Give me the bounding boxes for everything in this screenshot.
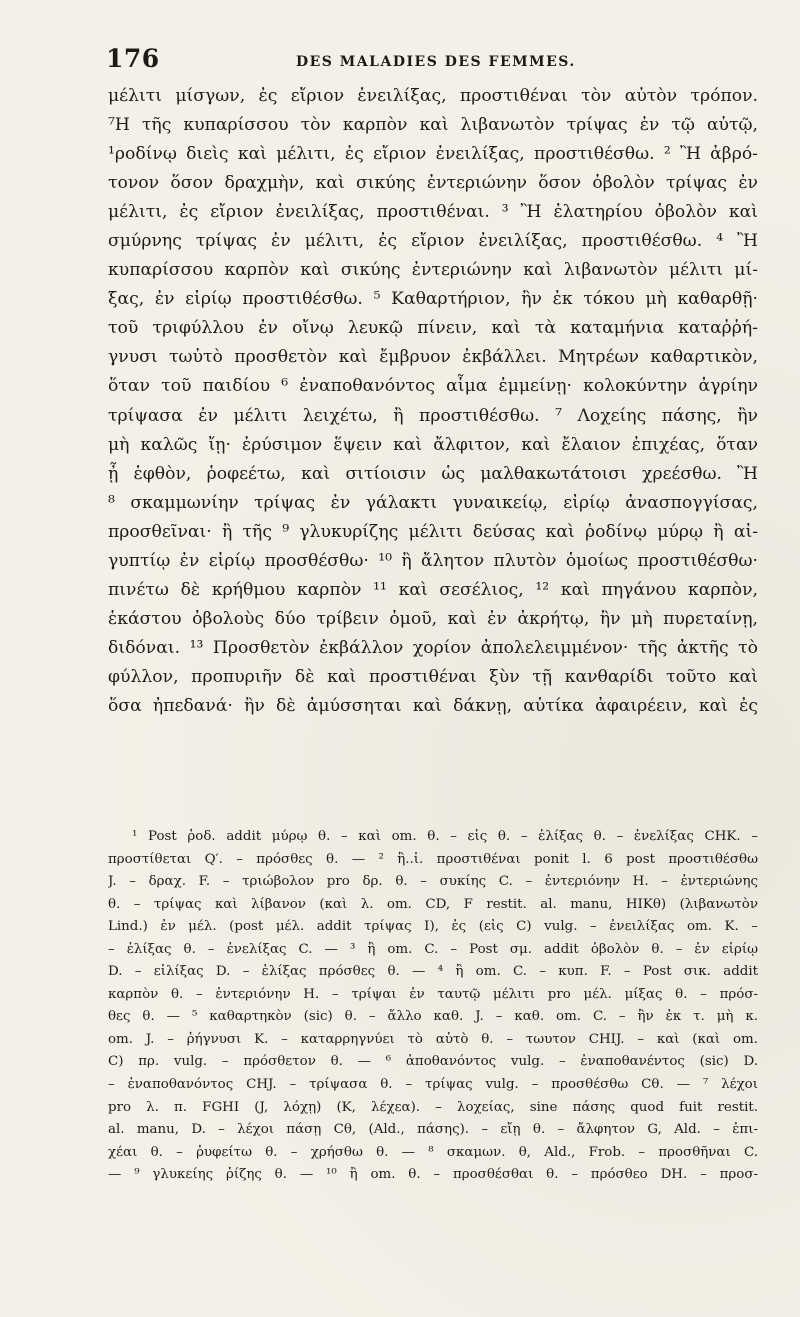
footnote-line: θες θ. — ⁵ καθαρτηκὸν (sic) θ. – ἄλλο καθ. J. – καθ. om. C. – ἢν ἐκ τ. μὴ κ. (108, 1009, 758, 1025)
text-line: προσθεῖναι· ἢ τῆς ⁹ γλυκυρίζης μέλιτι δεύσας καὶ ῥοδίνῳ μύρῳ ἢ αἰ- (108, 521, 758, 542)
footnote-line: — ⁹ γλυκείης ῥίζης θ. — ¹⁰ ἢ om. θ. – προσθέσθαι θ. – πρόσθεο DH. – προσ- (108, 1167, 758, 1183)
text-line: μέλιτι μίσγων, ἐς εἴριον ἐνειλίξας, προστιθέναι τὸν αὐτὸν τρόπον. (108, 86, 758, 106)
text-line: κυπαρίσσου καρπὸν καὶ σικύης ἐντεριώνην καὶ λιβανωτὸν μέλιτι μί- (108, 260, 758, 281)
footnote-line: θ. – τρίψας καὶ λίβανον (καὶ λ. om. CD, F restit. al. manu, HIKθ) (λιβανωτὸν (108, 896, 758, 912)
text-line: τρίψασα ἐν μέλιτι λειχέτω, ἢ προστιθέσθω. ⁷ Λοχείης πάσης, ἢν (108, 405, 758, 426)
text-line: ὅταν τοῦ παιδίου ⁶ ἐναποθανόντος αἷμα ἐμμείνῃ· κολοκύντην ἀγρίην (108, 376, 758, 397)
footnote-line: al. manu, D. – λέχοι πάσῃ Cθ, (Ald., πάσης). – εἴῃ θ. – ἄλφητον G, Ald. – ἐπι- (108, 1122, 758, 1138)
text-line: ξας, ἐν εἰρίῳ προστιθέσθω. ⁵ Καθαρτήριον, ἢν ἐκ τόκου μὴ καθαρθῇ· (108, 289, 758, 310)
footnote-line: Lind.) ἐν μέλ. (post μέλ. addit τρίψας I), ἐς (εἰς C) vulg. – ἐνειλίξας om. K. – (108, 919, 758, 935)
text-line: διδόναι. ¹³ Προσθετὸν ἐκβάλλον χορίον ἀπολελειμμένον· τῆς ἀκτῆς τὸ (108, 637, 758, 658)
text-line: μέλιτι, ἐς εἴριον ἐνειλίξας, προστιθέναι. ³ Ἢ ἐλατηρίου ὀβολὸν καὶ (108, 202, 758, 223)
footnote-line: C) πρ. vulg. – πρόσθετον θ. — ⁶ ἀποθανόντος vulg. – ἐναποθανέντος (sic) D. (108, 1054, 758, 1070)
text-line: σμύρνης τρίψας ἐν μέλιτι, ἐς εἴριον ἐνειλίξας, προστιθέσθω. ⁴ Ἢ (108, 231, 758, 252)
text-line: γνυσι τωὐτὸ προσθετὸν καὶ ἔμβρυον ἐκβάλλει. Μητρέων καθαρτικὸν, (108, 347, 758, 368)
footnote-line: προστίθεται Q′. – πρόσθες θ. — ² ἢ..ἰ. προστιθέναι ponit l. 6 post προστιθέσθω (108, 851, 758, 867)
page-header (106, 44, 746, 84)
text-line: ᾖ ἑφθὸν, ῥοφεέτω, καὶ σιτίοισιν ὡς μαλθακωτάτοισι χρεέσθω. Ἢ (108, 463, 758, 484)
text-line: ⁸ σκαμμωνίην τρίψας ἐν γάλακτι γυναικείῳ, εἰρίῳ ἀνασπογγίσας, (108, 492, 758, 513)
footnote-line: – ἐλίξας θ. – ἐνελίξας C. — ³ ἢ om. C. – Post σμ. addit ὀβολὸν θ. – ἐν εἰρίῳ (108, 941, 758, 957)
text-line: τοῦ τριφύλλου ἐν οἴνῳ λευκῷ πίνειν, καὶ τὰ καταμήνια καταῤῥή- (108, 318, 758, 339)
footnote-line: om. J. – ῥήγνυσι K. – καταρρηγνύει τὸ αὐτὸ θ. – τωυτον CHIJ. – καὶ (καὶ om. (108, 1031, 758, 1047)
text-line: φύλλον, προπυριῆν δὲ καὶ προστιθέναι ξὺν τῇ κανθαρίδι τοῦτο καὶ (108, 666, 758, 687)
text-line: τονον ὅσον δραχμὴν, καὶ σικύης ἐντεριώνην ὅσον ὀβολὸν τρίψας ἐν (108, 173, 758, 194)
footnote-line: ¹ Post ῥοδ. addit μύρῳ θ. – καὶ om. θ. – εἰς θ. – ἐλίξας θ. – ἐνελίξας CHK. – (132, 829, 758, 844)
main-text-block (108, 82, 758, 721)
footnote-line: καρπὸν θ. – ἐντεριόνην H. – τρίψαι ἐν ταυτῷ μέλιτι pro μέλ. μίξας θ. – πρόσ- (108, 986, 758, 1002)
text-line: ⁷Η τῆς κυπαρίσσου τὸν καρπὸν καὶ λιβανωτὸν τρίψας ἐν τῷ αὐτῷ, (108, 115, 758, 136)
footnotes-block (108, 826, 758, 1187)
text-line: ἑκάστου ὀβολοὺς δύο τρίβειν ὁμοῦ, καὶ ἐν ἀκρήτῳ, ἢν μὴ πυρεταίνῃ, (108, 608, 758, 629)
running-head: DES MALADIES DES FEMMES. (296, 54, 576, 70)
text-line: μὴ καλῶς ἴῃ· ἐρύσιμον ἕψειν καὶ ἄλφιτον, καὶ ἔλαιον ἐπιχέας, ὅταν (108, 434, 758, 455)
page-number: 176 (106, 44, 160, 73)
text-line: ¹ροδίνῳ διεὶς καὶ μέλιτι, ἐς εἴριον ἐνειλίξας, προστιθέσθω. ² Ἢ ἀβρό- (108, 144, 758, 165)
footnote-line: pro λ. π. FGHI (J, λόχῃ) (K, λέχεα). – λοχείας, sine πάσης quod fuit restit. (108, 1099, 758, 1115)
footnote-line: D. – εἰλίξας D. – ἐλίξας πρόσθες θ. — ⁴ ἢ om. C. – κυπ. F. – Post σικ. addit (108, 964, 758, 980)
text-line: πινέτω δὲ κρήθμου καρπὸν ¹¹ καὶ σεσέλιος, ¹² καὶ πηγάνου καρπὸν, (108, 579, 758, 600)
text-line: ὅσα ἠπεδανά· ἢν δὲ ἀμύσσηται καὶ δάκνῃ, αὐτίκα ἀφαιρέειν, καὶ ἐς (108, 695, 758, 716)
footnote-line: χέαι θ. – ῥυφείτω θ. – χρήσθω θ. — ⁸ σκαμων. θ, Ald., Frob. – προσθῆναι C. (108, 1144, 758, 1160)
text-line: γυπτίῳ ἐν εἰρίῳ προσθέσθω· ¹⁰ ἢ ἄλητον πλυτὸν ὁμοίως προστιθέσθω· (108, 550, 758, 571)
footnote-line: – ἐναποθανόντος CHJ. – τρίψασα θ. – τρίψας vulg. – προσθέσθω Cθ. — ⁷ λέχοι (108, 1077, 758, 1093)
footnote-line: J. – δραχ. F. – τριώβολον pro δρ. θ. – συκίης C. – ἐντεριόνην H. – ἐντεριώνης (108, 874, 758, 890)
